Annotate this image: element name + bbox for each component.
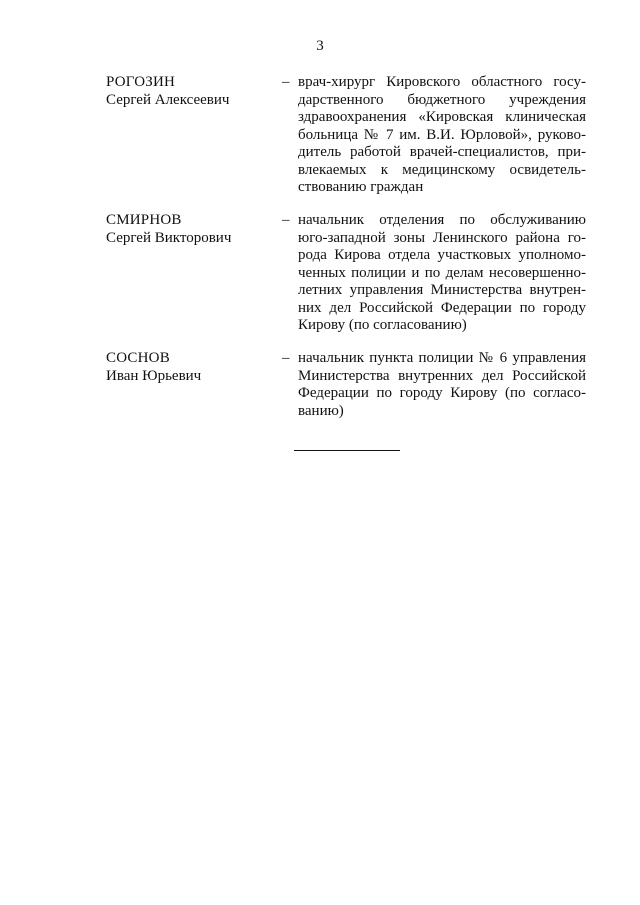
role-line: юго-западной зоны Ленинского района го- [298, 229, 586, 246]
member-name-block [106, 74, 282, 197]
role-line: дарственного бюджетного учреждения [298, 91, 586, 108]
role-line: врач-хирург Кировского областного госу- [298, 74, 586, 90]
role-line: ванию) [298, 402, 344, 419]
member-surname: РОГОЗИН [106, 74, 176, 90]
entry-dash: – [282, 74, 290, 90]
role-line: Федерации по городу Кирову (по согласо- [298, 385, 586, 401]
role-line: начальник отделения по обслуживанию [298, 212, 586, 228]
member-name-block [106, 212, 282, 335]
member-given-names: Иван Юрьевич [106, 367, 202, 384]
member-name-block [106, 350, 282, 420]
role-line: дитель работой врачей-специалистов, при- [298, 144, 586, 160]
member-surname: СМИРНОВ [106, 212, 182, 228]
role-line: ствованию граждан [298, 179, 424, 195]
closing-separator-line [294, 450, 400, 451]
member-surname: СОСНОВ [106, 350, 170, 366]
commission-member-entry [106, 212, 586, 335]
role-line: Кирову (по согласованию) [298, 317, 467, 333]
role-line: больница № 7 им. В.И. Юрловой», руково- [298, 126, 586, 143]
page-number: 3 [316, 38, 324, 54]
role-line: начальник пункта полиции № 6 управления [298, 350, 586, 366]
entry-dash: – [282, 350, 290, 366]
member-given-names: Сергей Викторович [106, 229, 232, 246]
member-role [298, 74, 586, 197]
member-role [298, 212, 586, 335]
role-line: ченных полиции и по делам несовершенно- [298, 264, 586, 281]
role-line: Министерства внутренних дел Российской [298, 367, 586, 384]
commission-member-entry [106, 74, 586, 197]
member-given-names: Сергей Алексеевич [106, 91, 230, 108]
member-role [298, 350, 586, 420]
role-line: рода Кирова отдела участковых уполномо- [298, 247, 586, 263]
role-line: них дел Российской Федерации по городу [298, 299, 586, 316]
commission-member-entry [106, 350, 586, 420]
role-line: летних управления Министерства внутрен- [298, 282, 586, 298]
role-line: здравоохранения «Кировская клиническая [298, 109, 586, 125]
role-line: влекаемых к медицинскому освидетель- [298, 161, 586, 178]
entry-dash: – [282, 212, 290, 228]
